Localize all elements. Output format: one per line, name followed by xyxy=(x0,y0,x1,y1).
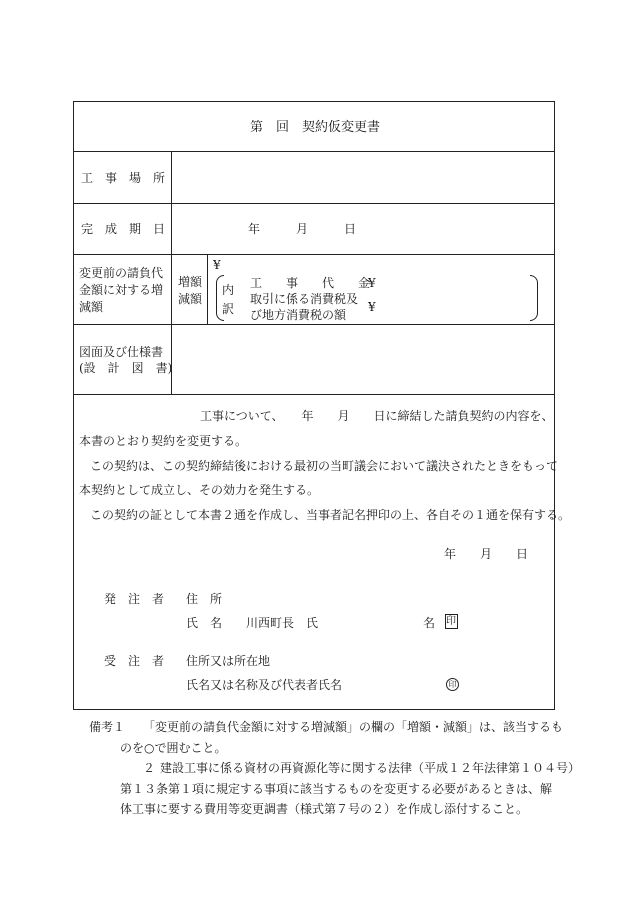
yen-construction: ¥ xyxy=(368,276,376,290)
body-p3: この契約の証として本書２通を作成し、当事者記名押印の上、各自その１通を保有する。 xyxy=(90,508,571,522)
inc-dec-divider xyxy=(207,254,208,324)
note2-line3: 体工事に要する費用等変更調書（様式第７号の２）を作成し添付すること。 xyxy=(120,802,529,816)
row-divider xyxy=(73,151,555,152)
body-p2-line2: 本契約として成立し、その効力を発生する。 xyxy=(79,483,320,497)
signing-date: 年 月 日 xyxy=(444,547,529,561)
note2-head: ２ xyxy=(143,761,156,775)
orderer-seal-text: 印 xyxy=(446,616,456,627)
change-label-line1: 変更前の請負代 xyxy=(79,266,164,280)
note1-line2: のを○で囲むこと。 xyxy=(120,741,227,755)
contractor-address-label: 住所又は所在地 xyxy=(186,654,271,668)
contractor-name-label: 氏名又は名称及び代表者氏名 xyxy=(186,678,343,692)
orderer-label: 発 注 者 xyxy=(104,592,165,606)
row-divider xyxy=(73,254,555,255)
breakdown-label-1: 内 xyxy=(222,283,235,297)
breakdown-label-2: 訳 xyxy=(222,302,235,316)
label-column-divider xyxy=(171,151,172,394)
row-divider xyxy=(73,324,555,325)
orderer-name-label: 氏 名 xyxy=(186,616,223,630)
body-p2-line1: この契約は、この契約締結後における最初の当町議会において議決されたときをもって xyxy=(90,459,559,473)
document-title: 第 回 契約仮変更書 xyxy=(249,120,380,135)
orderer-name-suffix: 名 xyxy=(423,616,436,630)
change-label-line3: 減額 xyxy=(79,300,104,314)
increase-label: 増額 xyxy=(178,275,203,289)
decrease-label: 減額 xyxy=(178,292,203,306)
drawings-label-line2: (設 計 図 書) xyxy=(79,361,173,375)
row-divider xyxy=(73,203,555,204)
orderer-name: 川西町長 氏 xyxy=(246,616,319,630)
yen-tax: ¥ xyxy=(368,300,376,314)
note1-head: 備考１ xyxy=(89,720,126,734)
orderer-seal-box xyxy=(445,614,458,629)
note2-line1: 建設工事に係る資材の再資源化等に関する法律（平成１２年法律第１０４号） xyxy=(160,761,581,775)
contractor-seal-circle: 印 xyxy=(446,678,459,691)
note1-line1: 「変更前の請負代金額に対する増減額」の欄の「増額・減額」は、該当するも xyxy=(143,720,564,734)
body-p1-line1: 工事について、 年 月 日に締結した請負契約の内容を、 xyxy=(200,409,554,423)
orderer-address-label: 住 所 xyxy=(186,592,223,606)
drawings-label-line1: 図面及び仕様書 xyxy=(79,345,164,359)
construction-cost-label: 工 事 代 金 xyxy=(250,276,371,290)
body-p1-line2: 本書のとおり契約を変更する。 xyxy=(79,434,248,448)
note2-line2: 第１３条第１項に規定する事項に該当するものを変更する必要があるときは、解 xyxy=(120,782,553,796)
site-label: 工 事 場 所 xyxy=(81,171,166,185)
tax-label-line2: び地方消費税の額 xyxy=(250,308,347,322)
right-bracket xyxy=(530,275,538,321)
tax-label-line1: 取引に係る消費税及 xyxy=(250,292,359,306)
completion-label: 完 成 期 日 xyxy=(81,222,166,236)
row-divider xyxy=(73,394,555,395)
change-label-line2: 金額に対する増 xyxy=(79,283,164,297)
completion-date: 年 月 日 xyxy=(248,222,357,236)
contractor-label: 受 注 者 xyxy=(104,654,165,668)
yen-total: ¥ xyxy=(213,258,221,272)
